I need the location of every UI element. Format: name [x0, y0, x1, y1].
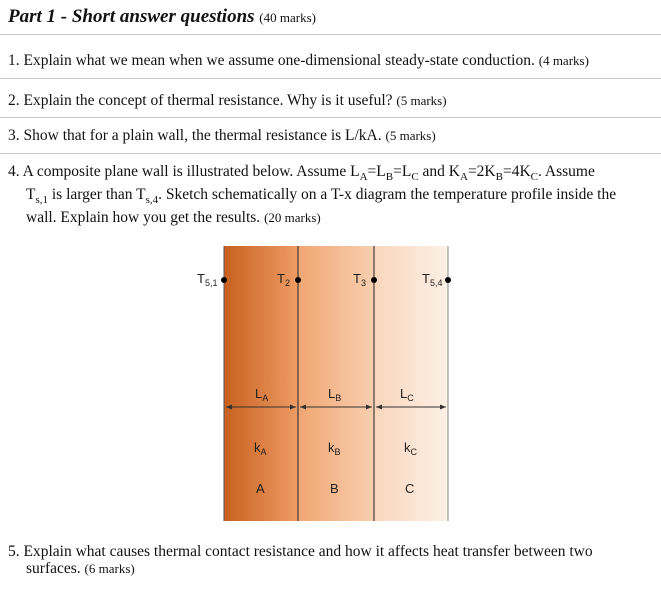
- question-5: 5. Explain what causes thermal contact resistance and how it affects heat transfer between two surfaces. (6 marks): [8, 543, 593, 577]
- temp-label-2: $T_2$: [277, 271, 290, 288]
- length-label-c: $L_C$: [400, 386, 414, 403]
- question-2: 2. Explain the concept of thermal resistance. Why is it useful? (5 marks): [8, 92, 447, 109]
- temp-label-4: $T_{5,4}$: [422, 271, 443, 288]
- title-text: Part 1 - Short answer questions: [8, 6, 255, 27]
- question-4: 4. A composite plane wall is illustrated below. Assume $L_A=L_B=L_C$ and $K_A=2K_B=4K_C$. Assume $T_{s,1}$ is larger than $T_{s,4}$. Sketch schematically on a T-x diagram the temperature profile inside the wall. Explain how you get the results. (20 marks): [8, 163, 617, 227]
- layer-name-b: B: [330, 481, 339, 496]
- temp-label-3: $T_3$: [353, 271, 366, 288]
- question-1-marks: (4 marks): [538, 53, 589, 68]
- layer-name-a: A: [256, 481, 265, 496]
- temp-label-1: $T_{5,1}$: [197, 271, 218, 288]
- k-label-c: $k_C$: [404, 440, 417, 457]
- temp-dot-3: [371, 277, 377, 283]
- k-label-a: $k_A$: [254, 440, 267, 457]
- temp-dot-4: [445, 277, 451, 283]
- length-label-b: $L_B$: [328, 386, 342, 403]
- question-1: 1. Explain what we mean when we assume one-dimensional steady-state conduction. (4 marks): [8, 52, 589, 69]
- question-3-marks: (5 marks): [385, 128, 436, 143]
- length-label-a: $L_A$: [255, 386, 269, 403]
- question-4-marks: (20 marks): [264, 210, 321, 226]
- temp-dot-2: [295, 277, 301, 283]
- temp-dot-1: [221, 277, 227, 283]
- k-label-b: $k_B$: [328, 440, 341, 457]
- title-marks: (40 marks): [259, 10, 316, 25]
- question-3: 3. Show that for a plain wall, the thermal resistance is L/kA. (5 marks): [8, 127, 436, 144]
- layer-name-c: C: [405, 481, 415, 496]
- question-2-marks: (5 marks): [396, 93, 447, 108]
- question-5-marks: (6 marks): [84, 561, 135, 576]
